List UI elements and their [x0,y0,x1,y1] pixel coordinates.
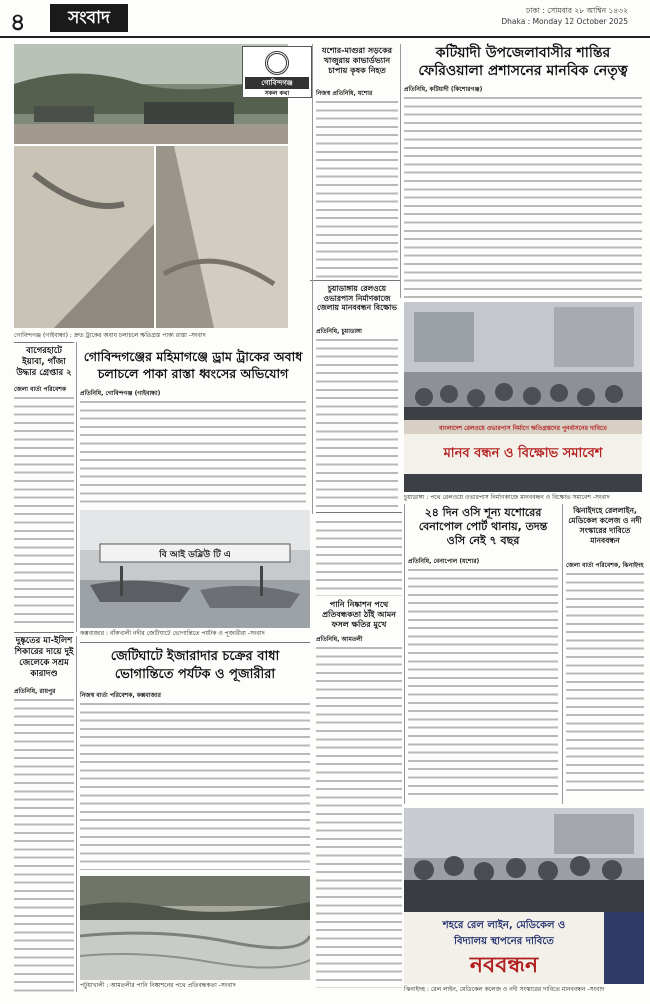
column-rule [404,504,405,804]
story-gobindaganj-headline: গোবিন্দগঞ্জের মহিমাগঞ্জে ড্রাম ট্রাকের অবাধ চলাচলে পাকা রাস্তা ধ্বংসের অভিযোগ [83,349,303,381]
story-khajura-body [316,98,398,278]
ad-subtitle: সকল কথা [264,90,290,97]
date-bengali: ঢাকা : সোমবার ২৮ আশ্বিন ১৪৩২ [526,6,628,15]
story-bagerhat-byline: জেলা বার্তা পরিবেশক [14,386,67,393]
jhenaidah-banner-line2: বিদ্যালয় স্থাপনের দাবিতে [454,936,554,947]
story-raipur-body [14,696,74,992]
story-chuadanga-body [316,336,398,510]
section-rule [310,280,400,281]
road-photo-caption: গোবিন্দগঞ্জ (গাইবান্ধা) : দ্রুত ট্রাকের অবাধ চলাচলে ক্ষতিগ্রস্ত পাকা রাস্তা -সংবাদ [14,332,206,339]
column-rule [562,504,563,804]
story-amtali-byline: প্রতিনিধি, আমতলী [316,636,363,643]
masthead [0,0,650,38]
story-benapole-headline: ২৪ দিন ওসি শূন্য যশোরের বেনাপোল পোর্ট থানায়, তদন্ত ওসি নেই ৭ বছর [418,506,548,547]
story-gobindaganj-byline: প্রতিনিধি, গোবিন্দগঞ্জ (গাইবান্ধা) [80,390,161,397]
story-kotiadi-headline: কটিয়াদী উপজেলাবাসীর শান্তির ফেরিওয়ালা প্রশাসনের মানবিক নেতৃত্ব [418,45,628,79]
story-kotiadi-body [404,94,642,298]
section-rule [14,632,74,633]
story-benapole-body [408,566,558,796]
story-jhenaidah-body [566,570,644,796]
jhenaidah-protest-image [404,808,644,984]
section-rule [316,512,402,513]
column-rule [312,44,313,514]
story-jhenaidah-byline: জেলা বার্তা পরিবেশক, ঝিনাইদহ [566,562,644,569]
story-bagerhat-headline: বাগেরহাটে ইয়াবা, গাঁজা উদ্ধার গ্রেপ্তার ২ [16,346,72,378]
story-amtali-body [316,644,402,988]
story-khajura-byline: নিজস্ব প্রতিনিধি, যশোর [316,90,373,97]
column-rule [400,44,401,298]
story-raipur-headline: দুষ্কৃতের মা-ইলিশ শিকারের দায়ে দুই জেলেকে সশ্রম কারাদণ্ড [14,636,74,679]
story-amtali-headline: পানি নিষ্কাশন পথে প্রতিবন্ধকতা ঠাঁই আমন ফসল ক্ষতির মুখে [322,600,396,629]
section-rule [14,342,74,343]
story-chuadanga-headline: চুয়াডাঙ্গায় রেলওয়ে ওভারপাস নির্মাণকাজে জেলায় মানববন্ধন বিক্ষোভ [317,284,397,312]
jhenaidah-protest-photo [404,808,644,984]
chuadanga-photo-caption: চুয়াডাঙ্গা : পথে রেলওয়ে ওভারপাস নির্মাণকাজে মানববন্ধন ও বিক্ষোভ সমাবেশ -সংবাদ [404,494,610,501]
chuadanga-protest-photo [404,302,642,492]
dateline [501,5,628,27]
amtali-photo-caption: পটুয়াখালী : আমতলীর পানি নিষ্কাশনের পথে প্রতিবন্ধকতা -সংবাদ [80,982,236,989]
story-jetty-headline: জেটিঘাটে ইজারাদার চক্রের বাধা ভোগান্তিতে পর্যটক ও পূজারীরা [110,649,280,682]
jhenaidah-banner-line1: শহরে রেল লাইন, মেডিকেল ও [442,920,566,931]
ad-title: গোবিন্দগঞ্জ [245,77,309,89]
story-benapole-byline: প্রতিনিধি, বেনাপোল (যশোর) [408,558,480,565]
date-english: Dhaka : Monday 12 October 2025 [501,17,628,26]
jhenaidah-photo-caption: ঝিনাইদহ : রেল লাইন, মেডিকেল কলেজ ও নদী সংস্কারের দাবিতে মানববন্ধন -সংবাদ [404,986,605,993]
column-rule [76,342,77,632]
amtali-canal-photo [80,876,310,980]
story-gobindaganj-body [80,398,306,506]
amtali-canal-image [80,876,310,980]
story-kotiadi-byline: প্রতিনিধি, কটিয়াদী (কিশোরগঞ্জ) [404,86,483,93]
section-rule [80,642,310,643]
jhenaidah-banner-line3: নববন্ধন [469,953,539,978]
advertisement [242,46,312,98]
jetty-sign-text: বি আই ডব্লিউ টি এ [159,550,231,560]
story-jhenaidah-headline: ঝিনাইদহে রেললাইন, মেডিকেল কলেজ ও নদী সংস্কারের দাবিতে মানববন্ধন [568,506,642,545]
story-chuadanga-byline: প্রতিনিধি, চুয়াডাঙ্গা [316,328,362,335]
story-gobindaganj-continued [316,518,402,596]
story-jetty-body [80,700,310,870]
jetty-image [80,510,310,628]
jetty-photo-caption: কক্সবাজার : বাঁকখালী নদীর জেটিঘাটে ভোগান্তিতে পর্যটক ও পূজারীরা -সংবাদ [80,630,265,637]
chuadanga-protest-image [404,302,642,492]
story-bagerhat-body [14,394,74,624]
newspaper-logo: সংবাদ [50,4,128,32]
ad-emblem-icon [265,51,289,75]
story-jetty-byline: নিজস্ব বার্তা পরিবেশক, কক্সবাজার [80,692,161,699]
jetty-photo [80,510,310,628]
story-khajura-headline: যশোর-মাগুরা সড়কের খাজুরায় কাভার্ডভ্যান চাপায় কৃষক নিহত [321,46,393,75]
protest-banner-line2: মানব বন্ধন ও বিক্ষোভ সমাবেশ [443,446,603,461]
story-raipur-byline: প্রতিনিধি, রায়পুর [14,688,56,695]
protest-banner-line1: বাংলাদেশ রেলওয়ে ওভারপাস নির্মাণে ক্ষতিগ্রস্তদের পুনর্বাসনের দাবিতে [439,425,607,432]
column-rule [76,636,77,992]
page-number: ৪ [10,8,26,36]
